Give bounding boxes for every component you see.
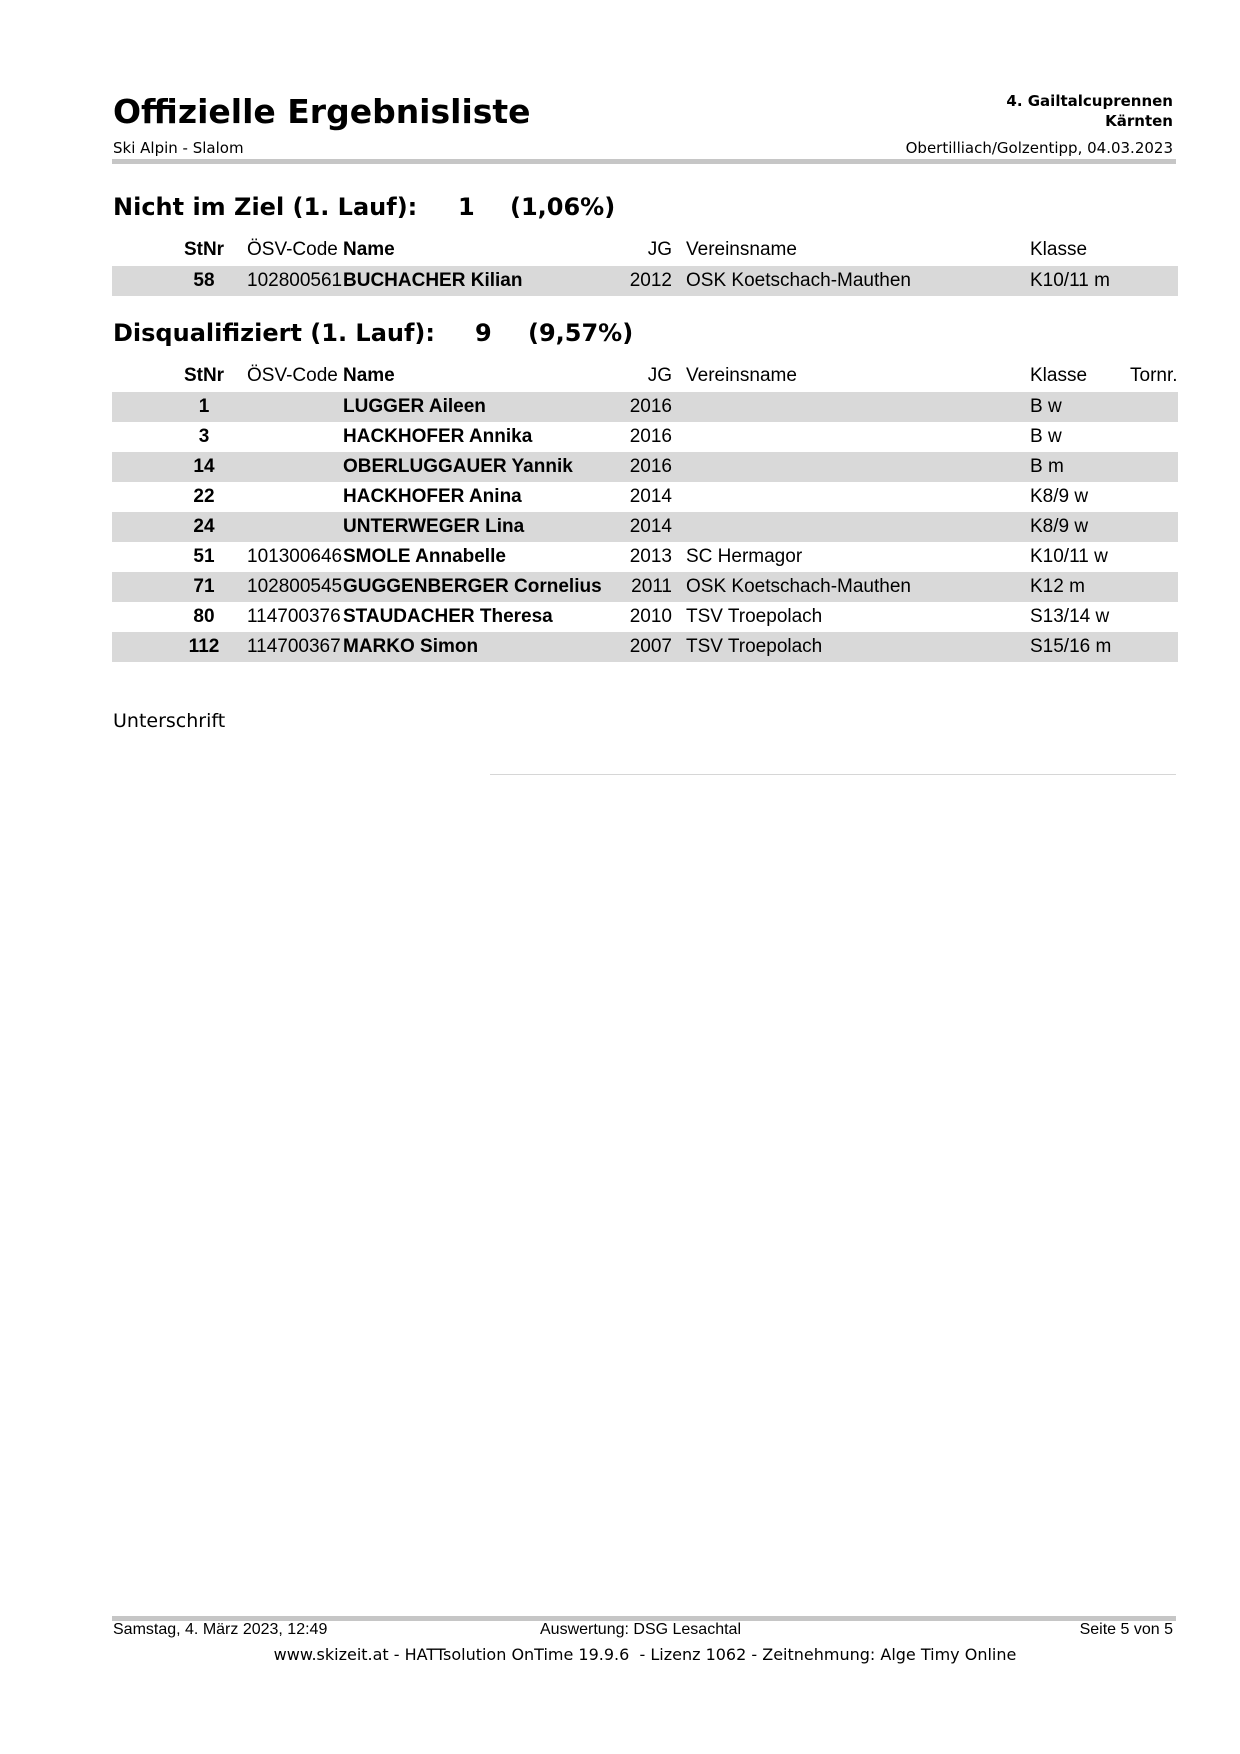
footer-date: Samstag, 4. März 2023, 12:49 bbox=[113, 1621, 328, 1638]
column-header-code: ÖSV-Code bbox=[247, 365, 338, 386]
column-header-name: Name bbox=[343, 365, 395, 386]
row-jg: 2013 bbox=[629, 546, 672, 567]
column-header-klasse: Klasse bbox=[1030, 239, 1088, 260]
row-name: SMOLE Annabelle bbox=[343, 546, 506, 567]
table-row bbox=[112, 602, 1178, 632]
row-klasse: S13/14 w bbox=[1030, 606, 1110, 627]
row-klasse: K8/9 w bbox=[1030, 516, 1089, 537]
row-jg: 2016 bbox=[629, 426, 672, 447]
table-row bbox=[112, 572, 1178, 602]
row-name: GUGGENBERGER Cornelius bbox=[343, 576, 602, 597]
footer-evaluation: Auswertung: DSG Lesachtal bbox=[540, 1621, 741, 1638]
row-klasse: K12 m bbox=[1030, 576, 1085, 597]
row-stnr: 1 bbox=[198, 396, 210, 417]
discipline-subtitle: Ski Alpin - Slalom bbox=[113, 139, 244, 157]
row-stnr: 112 bbox=[188, 636, 220, 657]
row-name: HACKHOFER Anina bbox=[343, 486, 522, 507]
row-name: OBERLUGGAUER Yannik bbox=[343, 456, 573, 477]
table-row bbox=[112, 542, 1178, 572]
table-row bbox=[112, 452, 1178, 482]
column-header-klasse: Klasse bbox=[1030, 365, 1088, 386]
table-row bbox=[112, 482, 1178, 512]
event-location-date: Obertilliach/Golzentipp, 04.03.2023 bbox=[905, 139, 1173, 157]
row-klasse: K10/11 m bbox=[1030, 270, 1110, 291]
event-name: 4. Gailtalcuprennen bbox=[1006, 92, 1173, 110]
column-header-jg: JG bbox=[647, 365, 672, 386]
row-code: 114700367 bbox=[247, 636, 341, 657]
row-stnr: 58 bbox=[193, 270, 215, 291]
row-code: 101300646 bbox=[247, 546, 343, 567]
row-stnr: 51 bbox=[193, 546, 215, 567]
row-stnr: 3 bbox=[198, 426, 210, 447]
row-code: 102800545 bbox=[247, 576, 343, 597]
row-klasse: K8/9 w bbox=[1030, 486, 1089, 507]
row-jg: 2016 bbox=[629, 456, 672, 477]
table-row bbox=[112, 632, 1178, 662]
section-count-dnf: 1 bbox=[458, 193, 475, 221]
row-name: MARKO Simon bbox=[343, 636, 479, 657]
table-row bbox=[112, 512, 1178, 542]
row-jg: 2010 bbox=[629, 606, 672, 627]
event-region: Kärnten bbox=[1105, 112, 1173, 130]
row-stnr: 71 bbox=[193, 576, 215, 597]
row-stnr: 24 bbox=[193, 516, 215, 537]
column-header-tornr: Tornr. bbox=[1130, 365, 1178, 386]
header-divider bbox=[112, 159, 1176, 164]
column-header-stnr: StNr bbox=[183, 239, 225, 260]
column-header-verein: Vereinsname bbox=[686, 365, 797, 386]
row-name: LUGGER Aileen bbox=[343, 396, 486, 417]
column-header-name: Name bbox=[343, 239, 395, 260]
footer-page-number: Seite 5 von 5 bbox=[1079, 1621, 1173, 1638]
row-stnr: 14 bbox=[193, 456, 215, 477]
row-stnr: 80 bbox=[193, 606, 215, 627]
row-klasse: K10/11 w bbox=[1030, 546, 1108, 567]
row-jg: 2016 bbox=[629, 396, 672, 417]
section-heading-dnf: Nicht im Ziel (1. Lauf): bbox=[113, 193, 418, 221]
row-klasse: S15/16 m bbox=[1030, 636, 1112, 657]
column-header-jg: JG bbox=[647, 239, 672, 260]
section-percent-dsq: (9,57%) bbox=[528, 319, 634, 347]
signature-label: Unterschrift bbox=[113, 710, 226, 732]
row-name: STAUDACHER Theresa bbox=[343, 606, 553, 627]
row-code: 114700376 bbox=[247, 606, 341, 627]
row-code: 102800561 bbox=[247, 270, 343, 291]
row-jg: 2014 bbox=[629, 516, 672, 537]
row-name: UNTERWEGER Lina bbox=[343, 516, 525, 537]
column-header-stnr: StNr bbox=[183, 365, 225, 386]
section-heading-dsq: Disqualifiziert (1. Lauf): bbox=[113, 319, 435, 347]
row-jg: 2011 bbox=[631, 576, 672, 597]
row-verein: TSV Troepolach bbox=[686, 606, 823, 627]
row-jg: 2012 bbox=[629, 270, 672, 291]
row-verein: OSK Koetschach-Mauthen bbox=[686, 576, 911, 597]
row-verein: TSV Troepolach bbox=[686, 636, 823, 657]
row-jg: 2007 bbox=[629, 636, 672, 657]
row-name: BUCHACHER Kilian bbox=[343, 270, 523, 291]
column-header-verein: Vereinsname bbox=[686, 239, 797, 260]
row-verein: SC Hermagor bbox=[686, 546, 803, 567]
row-name: HACKHOFER Annika bbox=[343, 426, 533, 447]
row-klasse: B w bbox=[1030, 396, 1062, 417]
row-jg: 2014 bbox=[629, 486, 672, 507]
row-verein: OSK Koetschach-Mauthen bbox=[686, 270, 911, 291]
row-stnr: 22 bbox=[193, 486, 215, 507]
section-percent-dnf: (1,06%) bbox=[510, 193, 616, 221]
table-row bbox=[112, 392, 1178, 422]
column-header-code: ÖSV-Code bbox=[247, 239, 338, 260]
table-row bbox=[112, 266, 1178, 296]
row-klasse: B w bbox=[1030, 426, 1062, 447]
row-klasse: B m bbox=[1030, 456, 1064, 477]
footer-credit: www.skizeit.at - HATTsolution OnTime 19.9.6 - Lizenz 1062 - Zeitnehmung: Alge Timy Online bbox=[273, 1645, 1017, 1664]
page-title: Offizielle Ergebnisliste bbox=[113, 92, 531, 131]
signature-line bbox=[490, 774, 1176, 775]
table-row bbox=[112, 422, 1178, 452]
section-count-dsq: 9 bbox=[475, 319, 492, 347]
